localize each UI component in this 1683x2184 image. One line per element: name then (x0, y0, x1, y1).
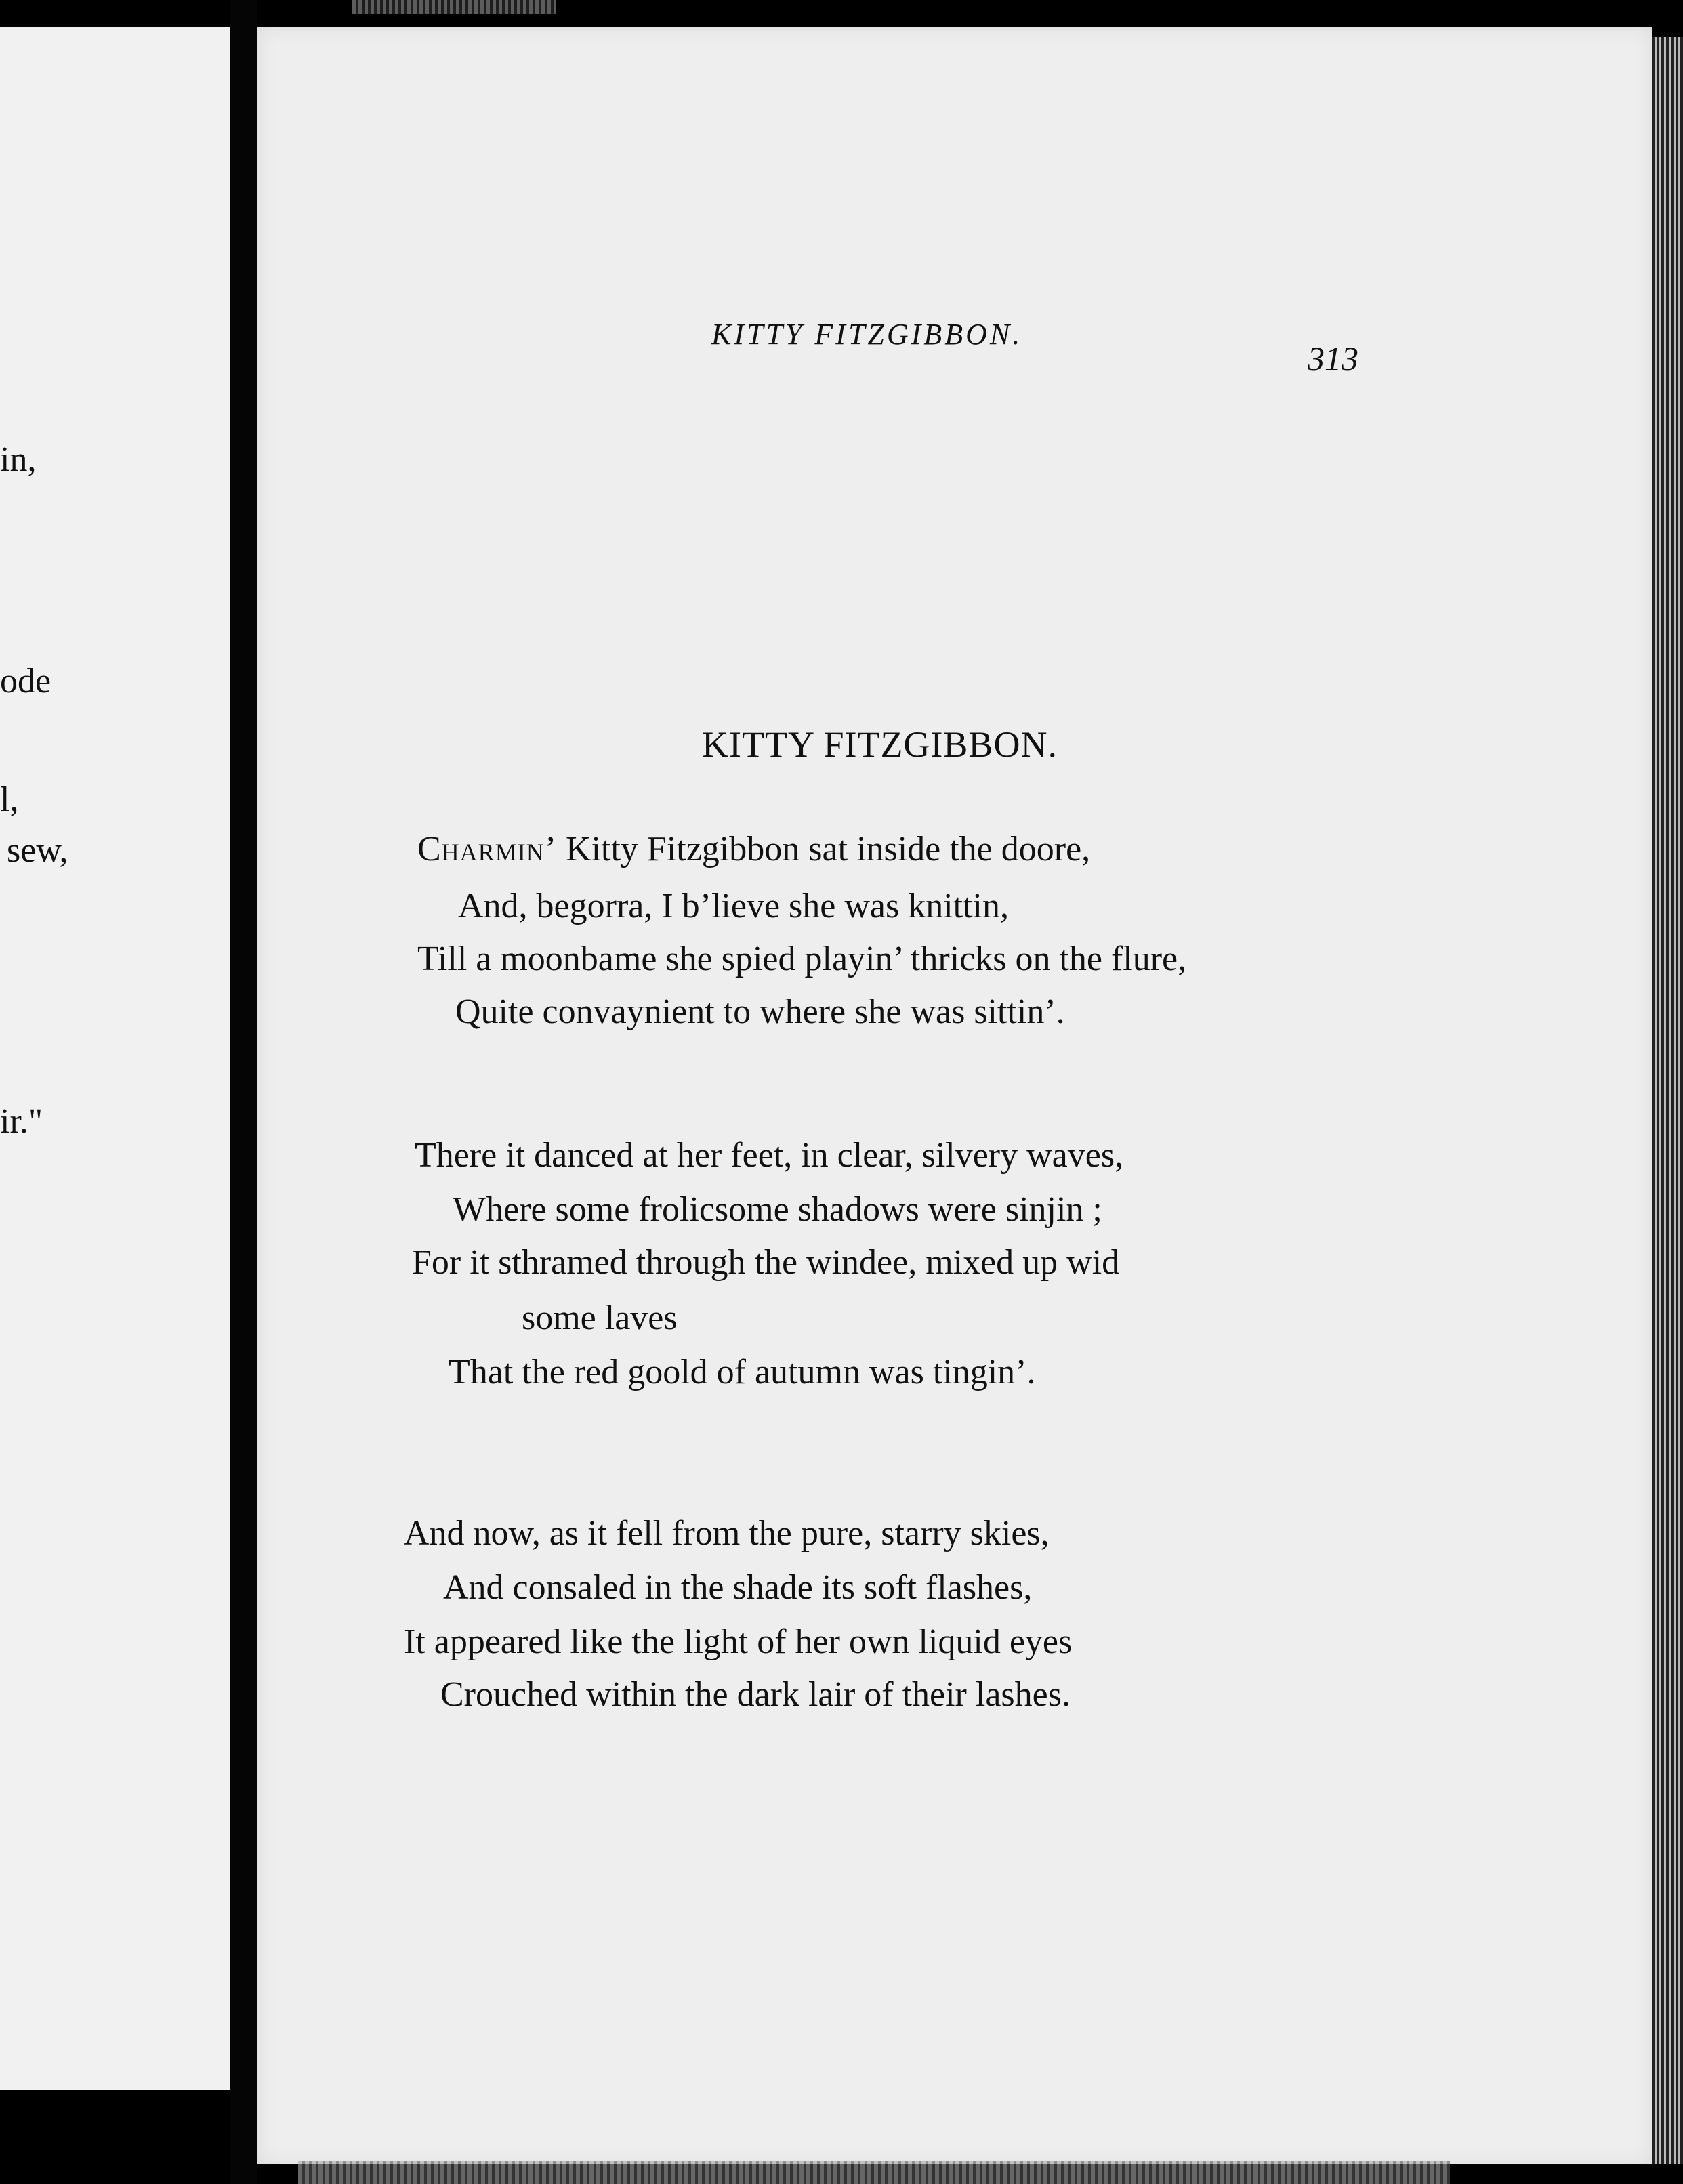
page-number: 313 (1308, 339, 1358, 377)
poem-line: That the red goold of autumn was tingin’. (449, 1353, 1036, 1391)
poem-line: Where some frolicsome shadows were sinjin ; (453, 1190, 1102, 1229)
poem-line: Till a moonbame she spied playin’ thricks on the flure, (417, 940, 1187, 978)
left-text-fragment: in, (0, 440, 37, 479)
poem-line-text: Kitty Fitzgibbon sat inside the doore, (566, 830, 1091, 868)
scan-edge-bottom (298, 2161, 1450, 2184)
left-facing-page (0, 27, 230, 2090)
poem-line: There it danced at her feet, in clear, silvery waves, (415, 1136, 1124, 1175)
poem-line: Quite convaynient to where she was sittin’. (455, 992, 1065, 1031)
poem-line: For it sthramed through the windee, mixed up wid (412, 1243, 1120, 1282)
poem-line: Crouched within the dark lair of their lashes. (440, 1675, 1071, 1714)
left-text-fragment: sew, (7, 831, 68, 870)
poem-line: And, begorra, I b’lieve she was knittin, (458, 887, 1010, 925)
poem-line: And consaled in the shade its soft flashes, (443, 1568, 1033, 1607)
poem-line: It appeared like the light of her own liquid eyes (404, 1622, 1073, 1661)
left-text-fragment: l, (0, 780, 19, 819)
poem-title: KITTY FITZGIBBON. (702, 724, 1058, 765)
book-gutter (230, 0, 257, 2184)
scan-edge-top (352, 0, 556, 14)
left-text-fragment: ode (0, 662, 51, 700)
left-text-fragment: ir." (0, 1102, 43, 1141)
running-head: KITTY FITZGIBBON. (711, 318, 1023, 351)
poem-line: some laves (522, 1299, 678, 1337)
poem-first-word: Charmin’ (417, 830, 558, 868)
poem-line: And now, as it fell from the pure, starry skies, (404, 1514, 1050, 1553)
poem-line (417, 832, 1090, 867)
page-edges (1652, 37, 1683, 2164)
